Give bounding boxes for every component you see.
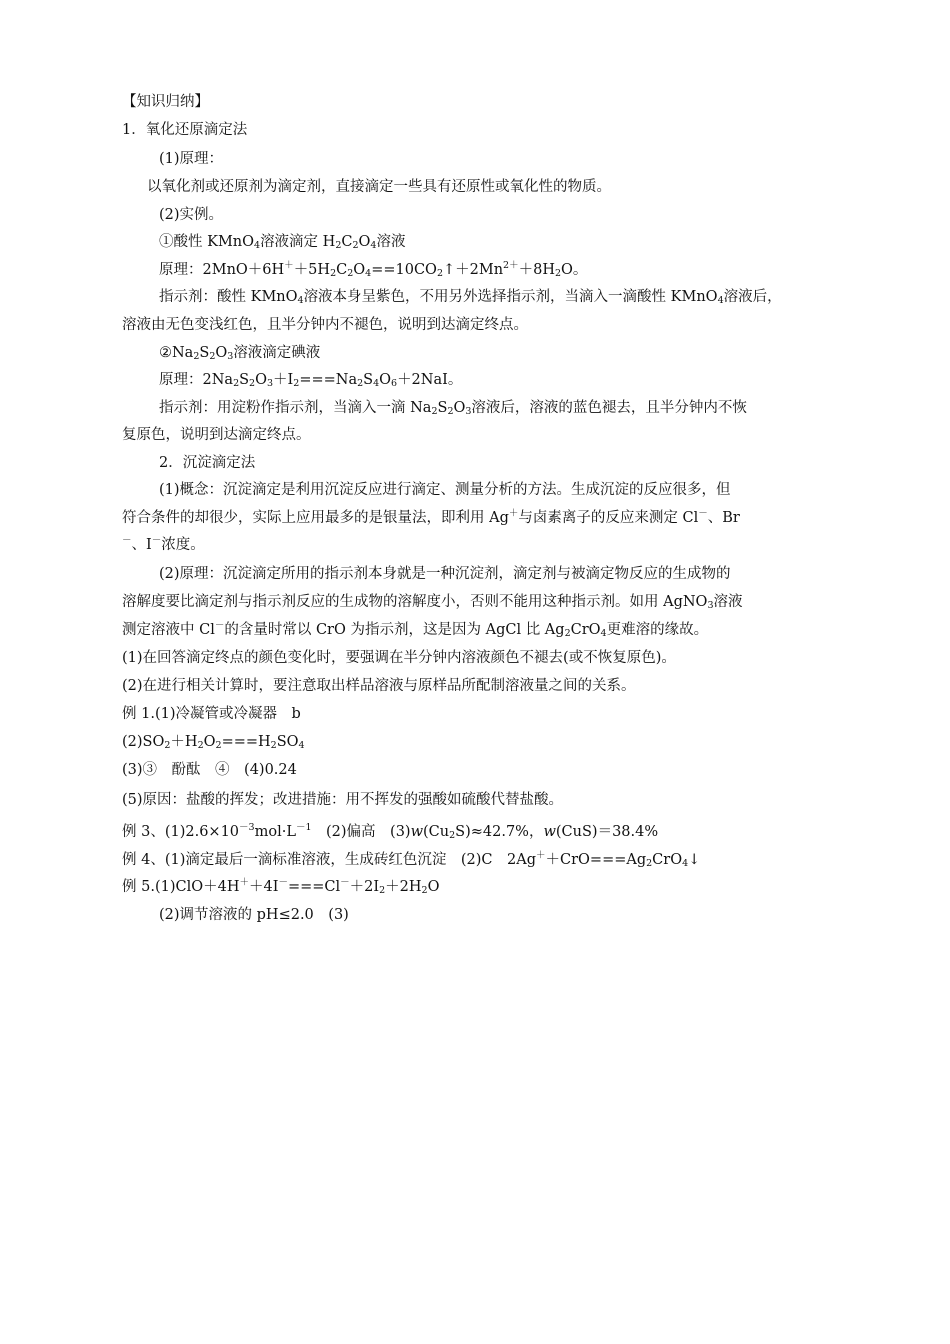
answer-example-1-part-3: (3)③ 酚酞 ④ (4)0.24: [122, 762, 297, 778]
example-1-equation: 原理：$2MnO+6H^++5H_2C_2O_4==10CO_2↑+2Mn^{2+}+8H_2O$。: [159, 260, 588, 279]
answer-example-1-part-5: (5)原因：盐酸的挥发；改进措施：用不挥发的强酸如硫酸代替盐酸。: [122, 792, 564, 808]
example-2-equation: 原理：$2Na_2S_2O_3+I_2===Na_2S_4O_6+2NaI$。: [159, 372, 463, 389]
answer-example-5-part-1: 例 $5.(1)ClO+4H^++4I^-===Cl^-+2I_2+2H_2O$: [122, 877, 440, 896]
note-1: (1)在回答滴定终点的颜色变化时，要强调在半分钟内溶液颜色不褪去(或不恢复原色)。: [122, 650, 676, 666]
section-heading: 【知识归纳】: [122, 94, 209, 110]
answer-example-1-part-2: $(2)SO_2+H_2O_2===H_2SO_4$: [122, 734, 305, 751]
principle-2-line-3: 测定溶液中 Cl－的含量时常以 CrO 为指示剂，这是因为 AgCl 比 $Ag_2CrO_4$更难溶的缘故。: [122, 620, 709, 639]
example-1-title: ①酸性 KMnO$_4$溶液滴定 $H_2C_2O_4$溶液: [159, 234, 406, 251]
principle-text: 以氧化剂或还原剂为滴定剂，直接滴定一些具有还原性或氧化性的物质。: [147, 179, 611, 195]
answer-example-5-part-2: (2)调节溶液的 pH≤2.0 (3): [159, 907, 349, 923]
examples-label: (2)实例。: [159, 207, 224, 223]
concept-line-1: (1)概念：沉淀滴定是利用沉淀反应进行滴定、测量分析的方法。生成沉淀的反应很多，但: [159, 482, 731, 498]
example-2-indicator-line-2: 复原色，说明到达滴定终点。: [122, 427, 311, 443]
note-2: (2)在进行相关计算时，要注意取出样品溶液与原样品所配制溶液量之间的关系。: [122, 678, 636, 694]
concept-line-3: －、I－浓度。: [122, 535, 205, 553]
answer-example-1-part-1: 例 1.(1)冷凝管或冷凝器 b: [122, 706, 301, 722]
example-2-title: $②Na_2S_2O_3$溶液滴定碘液: [159, 345, 321, 362]
concept-line-2: 符合条件的却很少，实际上应用最多的是银量法，即利用 Ag＋与卤素离子的反应来测定 Cl－、Br: [122, 508, 740, 526]
section-1-title: 1．氧化还原滴定法: [122, 122, 248, 138]
principle-2-line-2: 溶解度要比滴定剂与指示剂反应的生成物的溶解度小，否则不能用这种指示剂。如用 AgNO$_3$溶液: [122, 594, 743, 611]
example-1-indicator-line-2: 溶液由无色变浅红色，且半分钟内不褪色，说明到达滴定终点。: [122, 317, 528, 333]
example-1-indicator-line-1: 指示剂：酸性 KMnO$_4$溶液本身呈紫色，不用另外选择指示剂，当滴入一滴酸性 KMnO$_4$溶液后，: [159, 289, 782, 306]
example-2-indicator-line-1: 指示剂：用淀粉作指示剂，当滴入一滴 $Na_2S_2O_3$溶液后，溶液的蓝色褪去，且半分钟内不恢: [159, 400, 747, 417]
principle-label: (1)原理：: [159, 151, 224, 167]
answer-example-4: 例 4、(1)滴定最后一滴标准溶液，生成砖红色沉淀 (2)C $2Ag^++CrO===Ag_2CrO_4↓$: [122, 850, 701, 869]
principle-2-line-1: (2)原理：沉淀滴定所用的指示剂本身就是一种沉淀剂，滴定剂与被滴定物反应的生成物的: [159, 566, 731, 582]
section-2-title: 2．沉淀滴定法: [159, 455, 256, 471]
answer-example-3: 例 3、$(1)2.6\times 10^{-3}mol\cdot L^{-1}$ (2)偏高 $(3)w(Cu_2S)\approx 42.7\%$，w(CuS)＝38.4%: [122, 822, 659, 841]
